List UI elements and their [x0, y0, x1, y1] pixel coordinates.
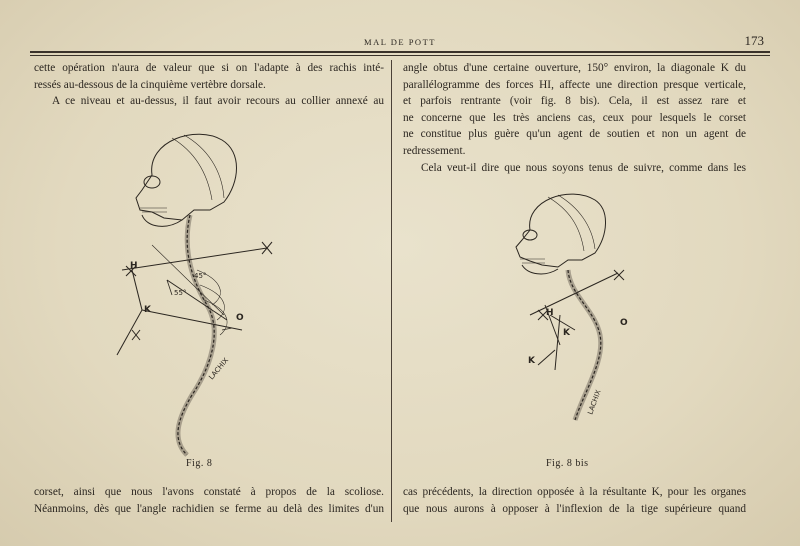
text-line: ressés au-dessous de la cinquième vertèbre dorsale. — [34, 78, 266, 91]
text-line: cas précédents, la direction opposée à la résultante K, pour les organes — [403, 486, 746, 498]
right-column-top-text — [403, 60, 746, 176]
fig8bis-signature: LACHIX — [586, 388, 603, 416]
skull-outline — [516, 194, 606, 267]
text-line: que nous aurons à opposer à l'inflexion de la tige supérieure quand — [403, 502, 746, 515]
left-column-bottom-text — [34, 484, 384, 517]
text-line: cette opération n'aura de valeur que si on l'adapte à des rachis inté- — [34, 62, 384, 74]
right-column-bottom-text — [403, 484, 746, 517]
fig8-angle-label: 45° — [194, 272, 207, 280]
text-line: angle obtus d'une certaine ouverture, 150° environ, la diagonale K du — [403, 62, 746, 74]
text-line: parallélogramme des forces HI, affecte une direction presque verticale, — [403, 78, 746, 91]
text-line: Néanmoins, dès que l'angle rachidien se ferme au delà des limites d'un — [34, 502, 384, 515]
text-line: redressement. — [403, 144, 466, 157]
figure-8-bis-caption: Fig. 8 bis — [546, 458, 589, 469]
column-divider — [391, 60, 392, 522]
text-line: et parfois rentrante (voir fig. 8 bis). Cela, il est assez rare et — [403, 95, 746, 108]
fig8-angle-label: 55° — [174, 289, 187, 297]
fig8bis-label-h: H — [546, 308, 554, 318]
fig8-label-h: H — [130, 261, 138, 271]
fig8bis-label-k: K — [563, 328, 570, 338]
page-number: 173 — [744, 33, 764, 48]
page-header — [30, 30, 770, 52]
text-line: Cela veut-il dire que nous soyons tenus de suivre, comme dans les — [421, 161, 746, 174]
header-rule-thick — [30, 51, 770, 53]
fig8-label-k: K — [144, 305, 151, 315]
text-line: A ce niveau et au-dessus, il faut avoir recours au collier annexé au — [52, 95, 384, 108]
fig8-signature: LACHIX — [207, 356, 231, 382]
fig8bis-label-k-arrow: K — [528, 356, 535, 366]
fig8bis-label-o: O — [620, 318, 628, 328]
skull-outline — [136, 134, 237, 220]
header-rule-thin — [30, 55, 770, 56]
running-title: MAL DE POTT — [364, 37, 436, 47]
fig8-label-o: O — [236, 313, 244, 323]
figure-8-caption: Fig. 8 — [186, 458, 213, 469]
figure-8-bis-spine-illustration — [500, 185, 670, 435]
text-line: ne concerne que les très anciens cas, ceux pour lesquels le corset — [403, 111, 746, 124]
text-line: corset, ainsi que nous l'avons constaté à propos de la scoliose. — [34, 486, 384, 498]
left-column-top-text — [34, 60, 384, 110]
figure-8-spine-illustration — [112, 120, 342, 460]
text-line: ne constitue plus guère qu'un agent de soutien et non un agent de — [403, 128, 746, 141]
